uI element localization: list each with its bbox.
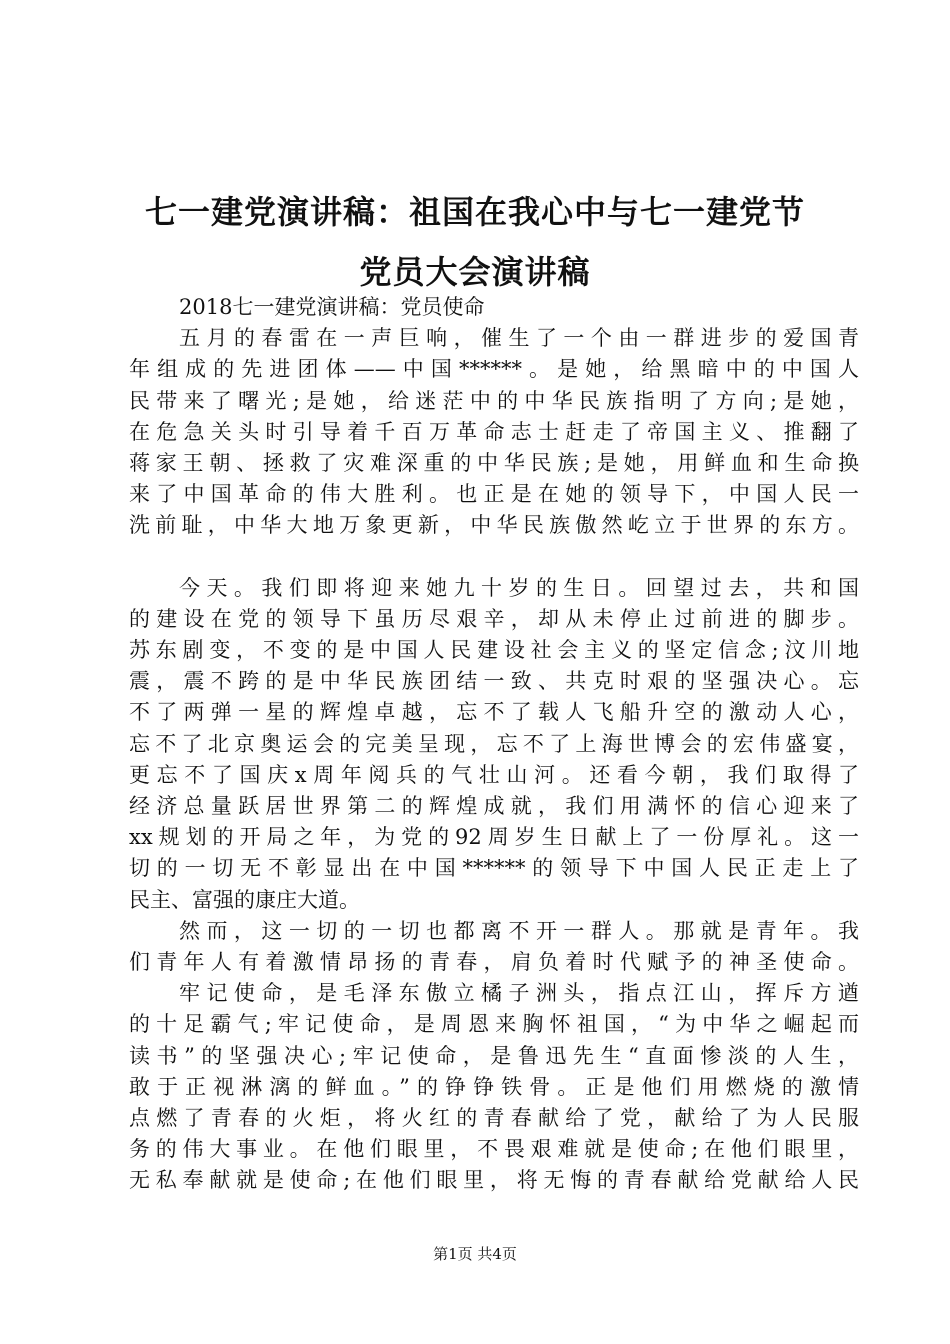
paragraph-line: 敢于正视淋漓的鲜血。”的铮铮铁骨。正是他们用燃烧的激情 xyxy=(129,1074,859,1099)
paragraph-line: 震，震不跨的是中华民族团结一致、共克时艰的坚强决心。忘 xyxy=(129,669,859,694)
paragraph-line: 在危急关头时引导着千百万革命志士赶走了帝国主义、推翻了 xyxy=(129,419,859,444)
page-indicator: 第1页 共4页 xyxy=(433,1245,517,1263)
paragraph-2 xyxy=(129,573,859,916)
paragraph-line: 们青年人有着激情昂扬的青春，肩负着时代赋予的神圣使命。 xyxy=(129,949,859,974)
paragraph-line: 的建设在党的领导下虽历尽艰辛，却从未停止过前进的脚步。 xyxy=(129,606,859,631)
paragraph-line: 洗前耻，中华大地万象更新，中华民族傲然屹立于世界的东方。 xyxy=(129,513,859,538)
paragraph-line: 切的一切无不彰显出在中国******的领导下中国人民正走上了 xyxy=(129,856,859,881)
paragraph-3 xyxy=(129,916,859,978)
paragraph-line: 苏东剧变，不变的是中国人民建设社会主义的坚定信念;汶川地 xyxy=(129,638,859,663)
paragraph-line: 不了两弹一星的辉煌卓越，忘不了载人飞船升空的激动人心， xyxy=(129,700,859,725)
paragraph-spacer xyxy=(129,542,859,573)
paragraph-line: 年组成的先进团体——中国******。是她，给黑暗中的中国人 xyxy=(129,357,859,382)
paragraph-line: 来了中国革命的伟大胜利。也正是在她的领导下，中国人民一 xyxy=(129,482,859,507)
paragraph-line: 民带来了曙光;是她，给迷茫中的中华民族指明了方向;是她， xyxy=(129,388,859,413)
paragraph-line: 更忘不了国庆x周年阅兵的气壮山河。还看今朝，我们取得了 xyxy=(129,762,859,787)
paragraph-line: 牢记使命，是毛泽东傲立橘子洲头，指点江山，挥斥方遒 xyxy=(179,981,859,1006)
paragraph-1 xyxy=(129,323,859,541)
paragraph-4 xyxy=(129,978,859,1196)
paragraph-line: 经济总量跃居世界第二的辉煌成就，我们用满怀的信心迎来了 xyxy=(129,794,859,818)
paragraph-line: xx规划的开局之年，为党的92周岁生日献上了一份厚礼。这一 xyxy=(129,825,859,850)
paragraph-line: 五月的春雷在一声巨响，催生了一个由一群进步的爱国青 xyxy=(179,326,859,351)
paragraph-line: 民主、富强的康庄大道。 xyxy=(129,887,360,912)
document-title-line-2: 党员大会演讲稿 xyxy=(359,253,591,291)
document-body xyxy=(129,292,859,1196)
document-title-line-1: 七一建党演讲稿：祖国在我心中与七一建党节 xyxy=(144,193,805,231)
paragraph-line: 读书”的坚强决心;牢记使命，是鲁迅先生“直面惨淡的人生， xyxy=(129,1043,859,1068)
paragraph-line: 今天。我们即将迎来她九十岁的生日。回望过去，共和国 xyxy=(179,575,859,600)
paragraph-line: 然而，这一切的一切也都离不开一群人。那就是青年。我 xyxy=(179,918,859,943)
paragraph-line: 务的伟大事业。在他们眼里，不畏艰难就是使命;在他们眼里， xyxy=(129,1137,859,1162)
paragraph-line: 无私奉献就是使命;在他们眼里，将无悔的青春献给党献给人民 xyxy=(129,1168,859,1193)
paragraph-line: 的十足霸气;牢记使命，是周恩来胸怀祖国，“为中华之崛起而 xyxy=(129,1012,859,1037)
paragraph-line: 点燃了青春的火炬，将火红的青春献给了党，献给了为人民服 xyxy=(129,1105,859,1130)
paragraph-line: 蒋家王朝、拯救了灾难深重的中华民族;是她，用鲜血和生命换 xyxy=(129,450,859,475)
paragraph-line: 忘不了北京奥运会的完美呈现，忘不了上海世博会的宏伟盛宴， xyxy=(129,731,859,756)
document-subtitle: 2018七一建党演讲稿：党员使命 xyxy=(179,295,485,319)
